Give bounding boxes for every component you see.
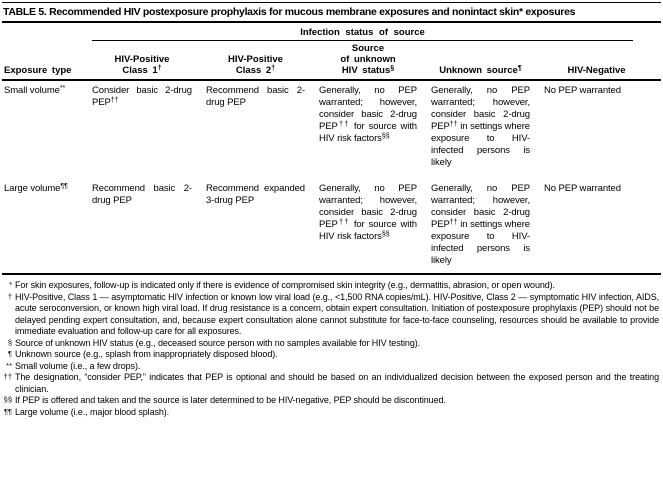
cell-unknown-source: Generally, no PEP warranted; however, consider basic 2-drug PEP†† in settings where exposure to HIV-infected persons is likely bbox=[431, 85, 530, 168]
cell-exposure-type: Small volume** bbox=[4, 85, 66, 96]
footnote-marker: §§ bbox=[3, 395, 12, 404]
col-header-hiv-positive-class-1: HIV-Positive Class 1† bbox=[90, 41, 204, 80]
cell-unknown-hiv-status: Generally, no PEP warranted; however, consider basic 2-drug PEP†† for source with HIV risk factors§§ bbox=[319, 85, 417, 144]
cell-unknown-hiv-status: Generally, no PEP warranted; however, consider basic 2-drug PEP†† for source with HIV risk factors§§ bbox=[317, 179, 429, 274]
spanner-row bbox=[2, 23, 661, 41]
footnotes-section bbox=[2, 280, 661, 418]
col-header-unknown-source: Unknown source¶ bbox=[429, 41, 542, 80]
col-header-exposure-type: Exposure type bbox=[2, 41, 90, 80]
cell-hiv-positive-class-1: Consider basic 2-drug PEP†† bbox=[92, 85, 192, 108]
footnote-pilcrow bbox=[2, 349, 661, 361]
footnote-marker: ** bbox=[6, 360, 12, 370]
table-row-small-volume bbox=[2, 80, 661, 179]
footnote-double-asterisk bbox=[2, 361, 661, 373]
footnote-marker: ¶ bbox=[7, 349, 12, 358]
footnote-marker: * bbox=[9, 280, 12, 289]
footnote-text: Large volume (i.e., major blood splash). bbox=[15, 406, 170, 417]
spanner-spacer bbox=[2, 23, 90, 41]
footnote-text: Small volume (i.e., a few drops). bbox=[15, 360, 141, 371]
footnote-text: The designation, “consider PEP,” indicates that PEP is optional and should be based on an individualized decision between the exposed person and the treating clinician. bbox=[15, 372, 659, 394]
spanner-label: Infection status of source bbox=[92, 27, 633, 41]
column-header-row bbox=[2, 41, 661, 80]
table-row-large-volume bbox=[2, 179, 661, 274]
cell-exposure-type: Large volume¶¶ bbox=[2, 179, 90, 274]
footnote-asterisk bbox=[2, 280, 661, 292]
spanner-infection-status bbox=[90, 23, 661, 41]
footnote-double-section bbox=[2, 395, 661, 407]
cell-hiv-positive-class-1: Recommend basic 2-drug PEP bbox=[90, 179, 204, 274]
col-header-hiv-positive-class-2: HIV-Positive Class 2† bbox=[204, 41, 317, 80]
col-header-hiv-negative: HIV-Negative bbox=[542, 41, 661, 80]
footnote-double-dagger bbox=[2, 372, 661, 395]
cell-hiv-negative: No PEP warranted bbox=[544, 85, 621, 96]
pep-recommendations-table bbox=[2, 23, 661, 275]
footnote-marker: † bbox=[7, 291, 12, 301]
footnote-text: If PEP is offered and taken and the source is later determined to be HIV-negative, PEP should be discontinued. bbox=[15, 395, 446, 405]
footnote-marker: †† bbox=[3, 372, 12, 381]
footnote-text: HIV-Positive, Class 1 — asymptomatic HIV infection or known low viral load (e.g., <1,500 RNA copies/mL). HIV-Positive, Class 2 — symptomatic HIV infection, AIDS, acute seroconversion, or known high viral load. If drug resistance is a concern, obtain expert consultation. Initiation of postexposure prophylaxis (PEP) should not be delayed pending expert consultation, and, because expert consultation alone cannot substitute for face-to-face counseling, resources should be available to provide immediate evaluation and follow-up care for all exposures. bbox=[15, 291, 659, 336]
cell-hiv-positive-class-2: Recommend expanded 3-drug PEP bbox=[204, 179, 317, 274]
footnote-text: For skin exposures, follow-up is indicated only if there is evidence of compromised skin integrity (e.g., dermatitis, abrasion, or open wound). bbox=[15, 280, 555, 290]
footnote-text: Source of unknown HIV status (e.g., deceased source person with no samples available for HIV testing). bbox=[15, 337, 421, 348]
cell-hiv-positive-class-2: Recommend basic 2-drug PEP bbox=[206, 85, 305, 108]
footnote-section bbox=[2, 338, 661, 350]
footnote-text: Unknown source (e.g., splash from inappropriately disposed blood). bbox=[15, 349, 278, 359]
footnote-marker: § bbox=[7, 337, 12, 347]
cell-unknown-source: Generally, no PEP warranted; however, consider basic 2-drug PEP†† in settings where exposure to HIV-infected persons is likely bbox=[429, 179, 542, 274]
table-title: TABLE 5. Recommended HIV postexposure prophylaxis for mucous membrane exposures and nonintact skin* exposures bbox=[3, 6, 576, 18]
col-header-unknown-hiv-status: Source of unknown HIV status§ bbox=[317, 41, 429, 80]
cell-hiv-negative: No PEP warranted bbox=[542, 179, 661, 274]
footnote-double-pilcrow bbox=[2, 407, 661, 419]
footnote-marker: ¶¶ bbox=[3, 406, 12, 416]
footnote-dagger bbox=[2, 292, 661, 338]
